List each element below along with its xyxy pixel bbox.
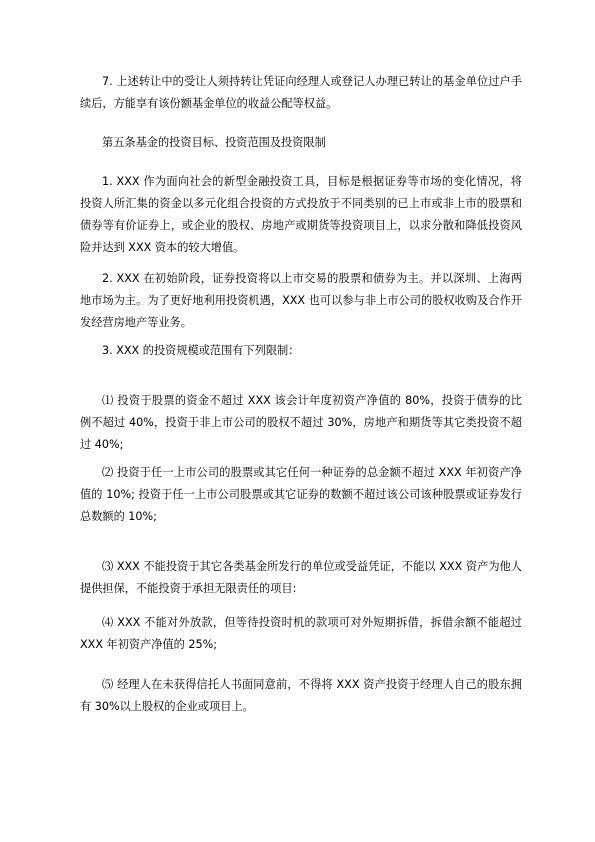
paragraph-restriction-5: ⑸ 经理人在未获得信托人书面同意前，不得将 XXX 资产投资于经理人自己的股东拥有 30%以上股权的企业或项目上。 (80, 678, 522, 713)
paragraph-investment-objective: 1. XXX 作为面向社会的新型金融投资工具，目标是根据证券等市场的变化情况，将投资人所汇集的资金以多元化组合投资的方式投放于不同类别的已上市或非上市的股票和债券等有价证券上，或企业的股权、房地产或期货等投资项目上，以求分散和降低投资风险并达到 XXX 资本的较大增值。 (80, 175, 522, 254)
paragraph-initial-stage: 2. XXX 在初始阶段，证券投资将以上市交易的股票和债券为主。并以深圳、上海两地市场为主。为了更好地利用投资机遇，XXX 也可以参与非上市公司的股权收购及合作开发经营房地产等业务。 (80, 272, 522, 329)
paragraph-restriction-3: ⑶ XXX 不能投资于其它各类基金所发行的单位或受益凭证，不能以 XXX 资产为他人提供担保，不能投资于承担无限责任的项目: (80, 560, 522, 595)
paragraph-restriction-1: ⑴ 投资于股票的资金不超过 XXX 该会计年度初资产净值的 80%，投资于债券的比例不超过 40%，投资于非上市公司的股权不超过 30%，房地产和期货等其它类投资不超过 40%; (80, 394, 522, 451)
paragraph-restriction-2: ⑵ 投资于任一上市公司的股票或其它任何一种证券的总金额不超过 XXX 年初资产净值的 10%; 投资于任一上市公司股票或其它证券的数额不超过该公司该种股票或证券发行总数额的 10%; (80, 466, 522, 523)
section-heading-article-5: 第五条基金的投资目标、投资范围及投资限制 (102, 136, 326, 149)
paragraph-restriction-4: ⑷ XXX 不能对外放款，但等待投资时机的款项可对外短期拆借，拆借余额不能超过 XXX 年初资产净值的 25%; (80, 616, 522, 651)
paragraph-restrictions-intro: 3. XXX 的投资规模或范围有下列限制： (102, 344, 300, 357)
paragraph-transfer-procedure: 7. 上述转让中的受让人须持转让凭证向经理人或登记人办理已转让的基金单位过户手续后，方能享有该份额基金单位的收益公配等权益。 (80, 75, 522, 110)
